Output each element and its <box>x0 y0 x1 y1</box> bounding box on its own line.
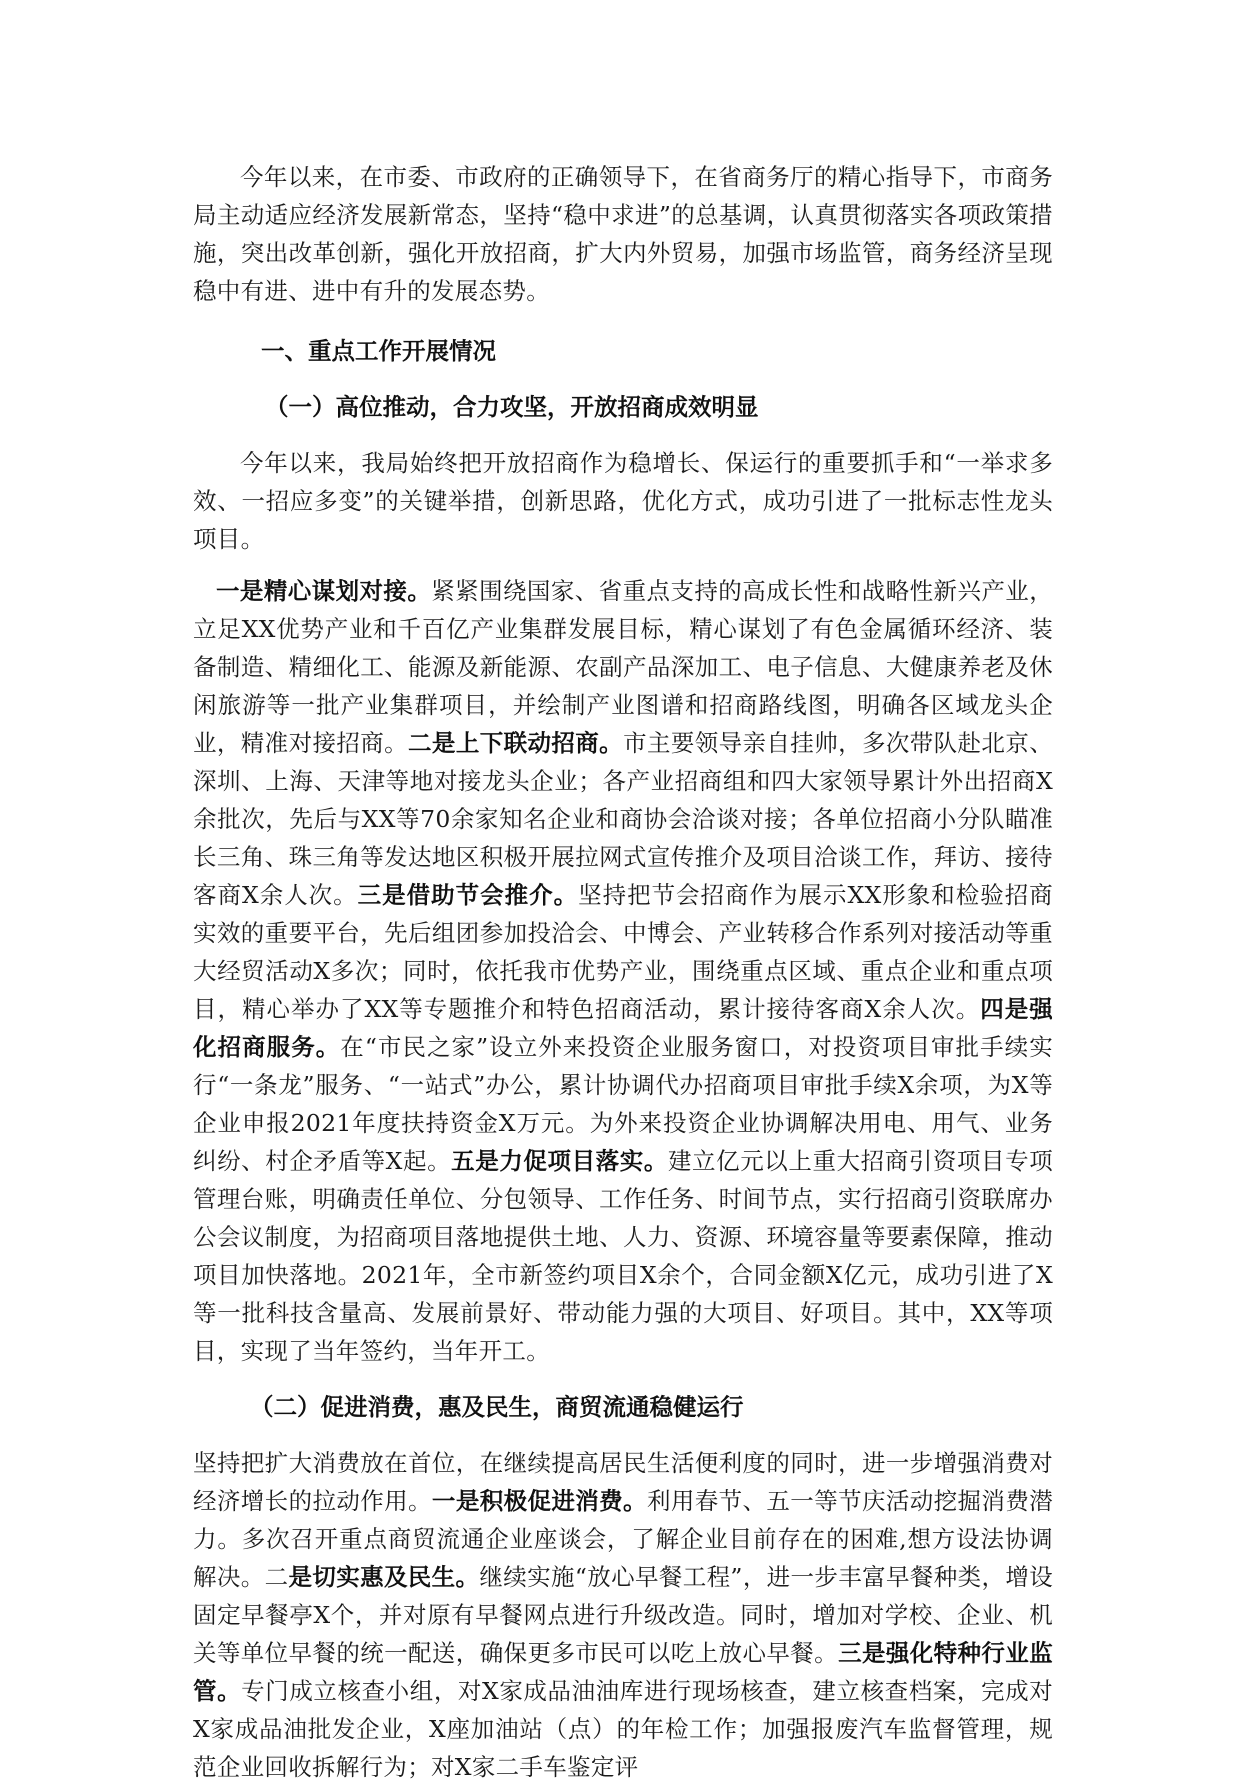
point-lead: 二是上下联动招商。 <box>408 729 624 757</box>
section-heading-key-work: 一、重点工作开展情况 <box>261 337 496 365</box>
point-lead: 三是强化特种行业监管。 <box>193 1639 1053 1705</box>
point-lead: 四是强化招商服务。 <box>193 995 1054 1061</box>
document-body <box>193 158 1053 1786</box>
point-text: 坚持把扩大消费放在首位，在继续提高居民生活便利度的同时，进一步增强消费对经济增长的拉动作用。 <box>193 1449 1053 1515</box>
point-text: 坚持把节会招商作为展示XX形象和检验招商实效的重要平台，先后组团参加投洽会、中博会、产业转移合作系列对接活动等重大经贸活动X多次；同时，依托我市优势产业，围绕重点区域、重点企业和重点项目，精心举办了XX等专题推介和特色招商活动，累计接待客商X余人次。 <box>193 881 1053 1023</box>
subsection-heading-investment: （一）高位推动，合力攻坚，开放招商成效明显 <box>265 393 759 421</box>
point-text: 利用春节、五一等节庆活动挖掘消费潜力。多次召开重点商贸流通企业座谈会，了解企业目前存在的困难,想方设法协调解决。 <box>193 1487 1054 1591</box>
point-text: 专门成立核查小组，对X家成品油油库进行现场核查，建立核查档案，完成对X家成品油批发企业，X座加油站（点）的年检工作；加强报废汽车监督管理，规范企业回收拆解行为；对X家二手车鉴定评 <box>193 1677 1053 1781</box>
point-text: 继续实施“放心早餐工程”，进一步丰富早餐种类，增设固定早餐亭X个，并对原有早餐网点进行升级改造。同时，增加对学校、企业、机关等单位早餐的统一配送，确保更多市民可以吃上放心早餐。 <box>193 1563 1053 1667</box>
point-lead: 五是力促项目落实。 <box>451 1147 668 1175</box>
intro-paragraph: 今年以来，在市委、市政府的正确领导下，在省商务厅的精心指导下，市商务局主动适应经济发展新常态，坚持“稳中求进”的总基调，认真贯彻落实各项政策措施，突出改革创新，强化开放招商，扩大内外贸易，加强市场监管，商务经济呈现稳中有进、进中有升的发展态势。 <box>193 163 1053 305</box>
investment-intro-paragraph: 今年以来，我局始终把开放招商作为稳增长、保运行的重要抓手和“一举求多效、一招应多变”的关键举措，创新思路，优化方式，成功引进了一批标志性龙头项目。 <box>193 449 1053 553</box>
point-text: 市主要领导亲自挂帅，多次带队赴北京、深圳、上海、天津等地对接龙头企业；各产业招商组和四大家领导累计外出招商X余批次，先后与XX等70余家知名企业和商协会洽谈对接；各单位招商小分队瞄准长三角、珠三角等发达地区积极开展拉网式宣传推介及项目洽谈工作，拜访、接待客商X余人次。 <box>193 729 1054 909</box>
point-lead: 是切实惠及民生。 <box>288 1563 480 1591</box>
point-lead: 一是积极促进消费。 <box>431 1487 647 1515</box>
investment-detail-paragraph <box>193 572 1053 1370</box>
consumption-paragraph <box>193 1444 1053 1786</box>
subsection-heading-consumption: （二）促进消费，惠及民生，商贸流通稳健运行 <box>250 1393 744 1421</box>
point-text: 在“市民之家”设立外来投资企业服务窗口，对投资项目审批手续实行“一条龙”服务、“一站式”办公，累计协调代办招商项目审批手续X余项，为X等企业申报2021年度扶持资金X万元。为外来投资企业协调解决用电、用气、业务纠纷、村企矛盾等X起。 <box>193 1033 1053 1175</box>
point-lead: 一是精心谋划对接。 <box>216 577 432 605</box>
point-text: 建立亿元以上重大招商引资项目专项管理台账，明确责任单位、分包领导、工作任务、时间节点，实行招商引资联席办公会议制度，为招商项目落地提供土地、人力、资源、环境容量等要素保障，推动项目加快落地。2021年，全市新签约项目X余个，合同金额X亿元，成功引进了X等一批科技含量高、发展前景好、带动能力强的大项目、好项目。其中，XX等项目，实现了当年签约，当年开工。 <box>193 1147 1054 1365</box>
point-lead-plain: 二 <box>264 1563 289 1591</box>
point-text: 紧紧围绕国家、省重点支持的高成长性和战略性新兴产业，立足XX优势产业和千百亿产业集群发展目标，精心谋划了有色金属循环经济、装备制造、精细化工、能源及新能源、农副产品深加工、电子信息、大健康养老及休闲旅游等一批产业集群项目，并绘制产业图谱和招商路线图，明确各区域龙头企业，精准对接招商。 <box>193 577 1053 757</box>
point-lead: 三是借助节会推介。 <box>357 881 579 909</box>
